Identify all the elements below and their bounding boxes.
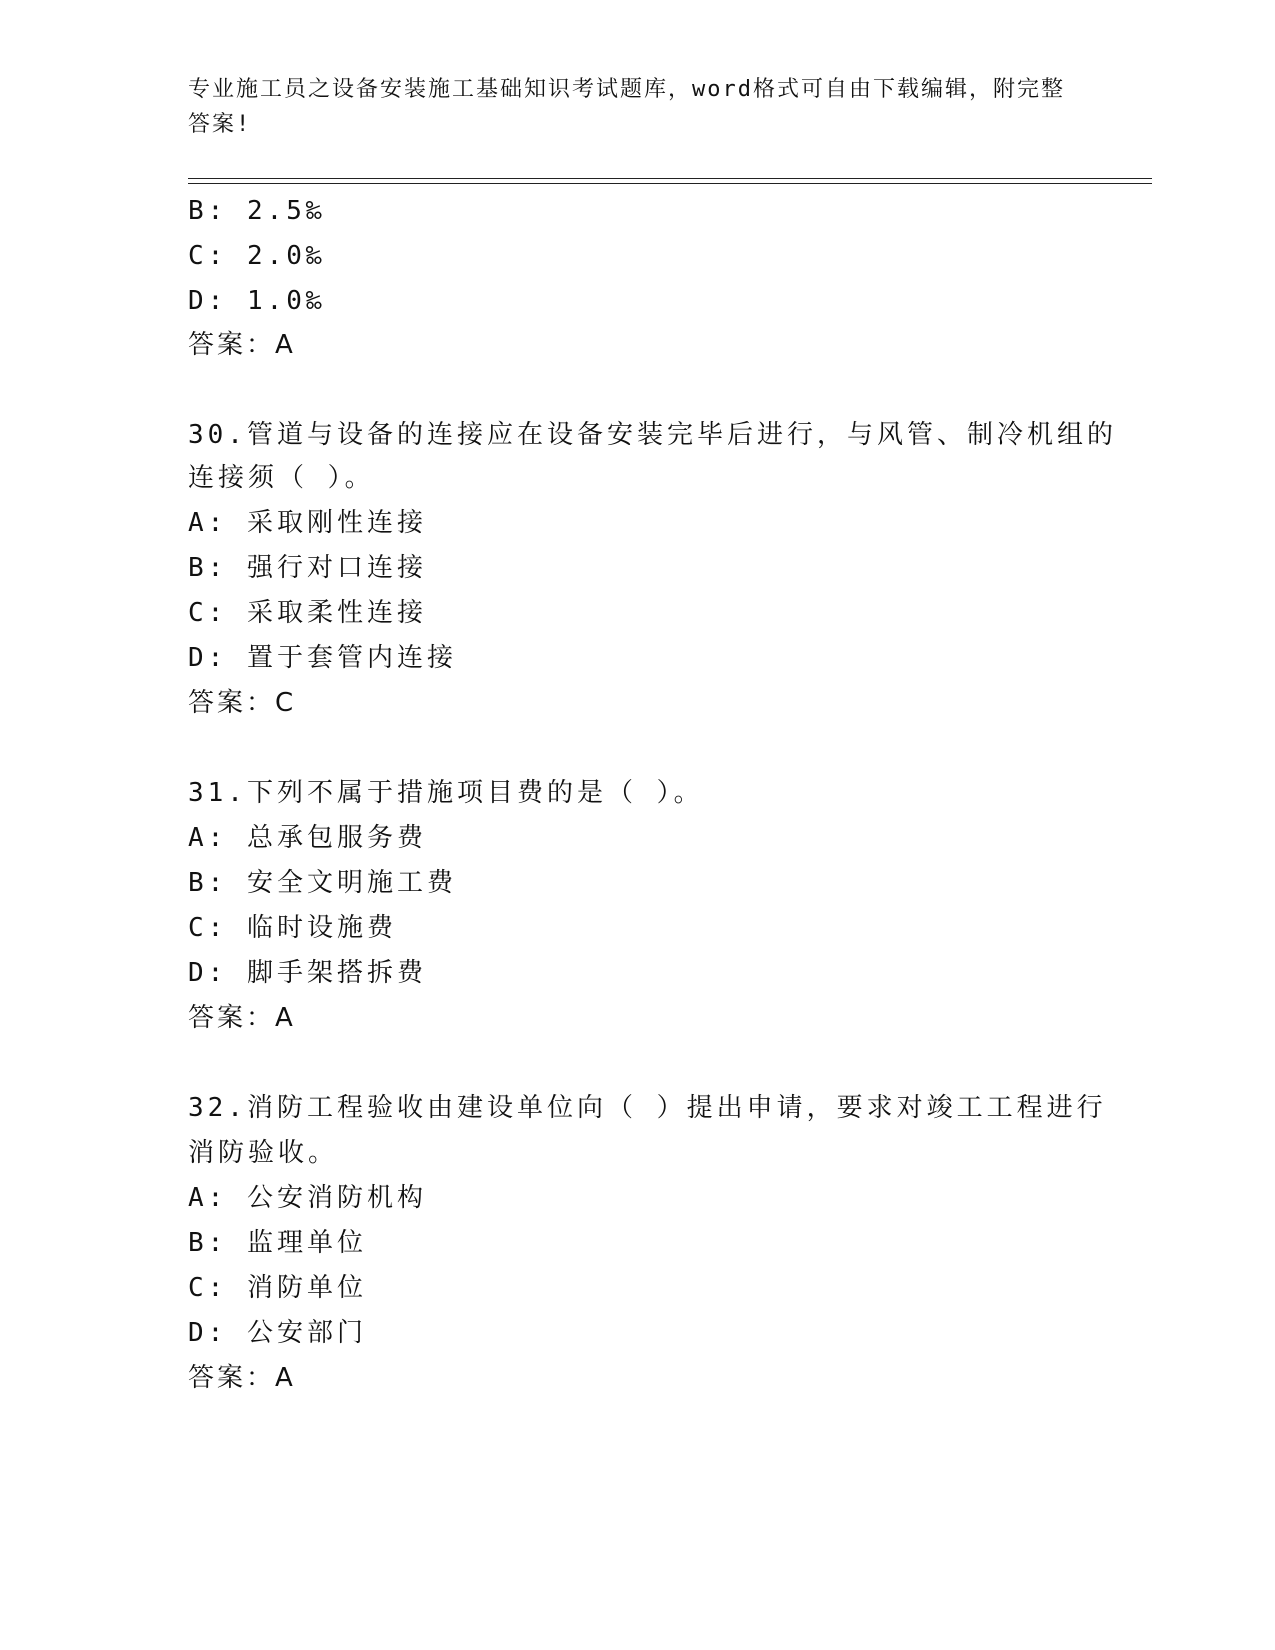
- answer: 答案：A: [188, 1003, 296, 1033]
- question-stem-continued: 消防验收。: [188, 1138, 339, 1168]
- question-stem-continued: 连接须（ ）。: [188, 463, 375, 493]
- option-c: C: 消防单位: [188, 1273, 367, 1303]
- option-c: C: 临时设施费: [188, 913, 397, 943]
- document-header: 专业施工员之设备安装施工基础知识考试题库，word格式可自由下载编辑，附完整答案!: [188, 77, 1065, 137]
- option-d: D: 1.0‰: [188, 286, 326, 316]
- answer: 答案：C: [188, 688, 297, 718]
- option-c: C: 2.0‰: [188, 241, 326, 271]
- option-d: D: 公安部门: [188, 1318, 367, 1348]
- answer: 答案：A: [188, 1363, 296, 1393]
- option-b: B: 安全文明施工费: [188, 868, 457, 898]
- header-divider-bottom: [188, 183, 1152, 184]
- option-b: B: 2.5‰: [188, 196, 326, 226]
- option-c: C: 采取柔性连接: [188, 598, 427, 628]
- question-stem: 31.下列不属于措施项目费的是（ ）。: [188, 778, 704, 808]
- option-d: D: 脚手架搭拆费: [188, 958, 427, 988]
- option-a: A: 总承包服务费: [188, 823, 427, 853]
- option-a: A: 采取刚性连接: [188, 508, 427, 538]
- option-d: D: 置于套管内连接: [188, 643, 457, 673]
- question-stem: 30.管道与设备的连接应在设备安装完毕后进行，与风管、制冷机组的: [188, 420, 1117, 450]
- option-b: B: 监理单位: [188, 1228, 367, 1258]
- question-stem: 32.消防工程验收由建设单位向（ ）提出申请，要求对竣工工程进行: [188, 1093, 1107, 1123]
- option-b: B: 强行对口连接: [188, 553, 427, 583]
- header-divider-top: [188, 178, 1152, 179]
- answer: 答案：A: [188, 330, 296, 360]
- option-a: A: 公安消防机构: [188, 1183, 427, 1213]
